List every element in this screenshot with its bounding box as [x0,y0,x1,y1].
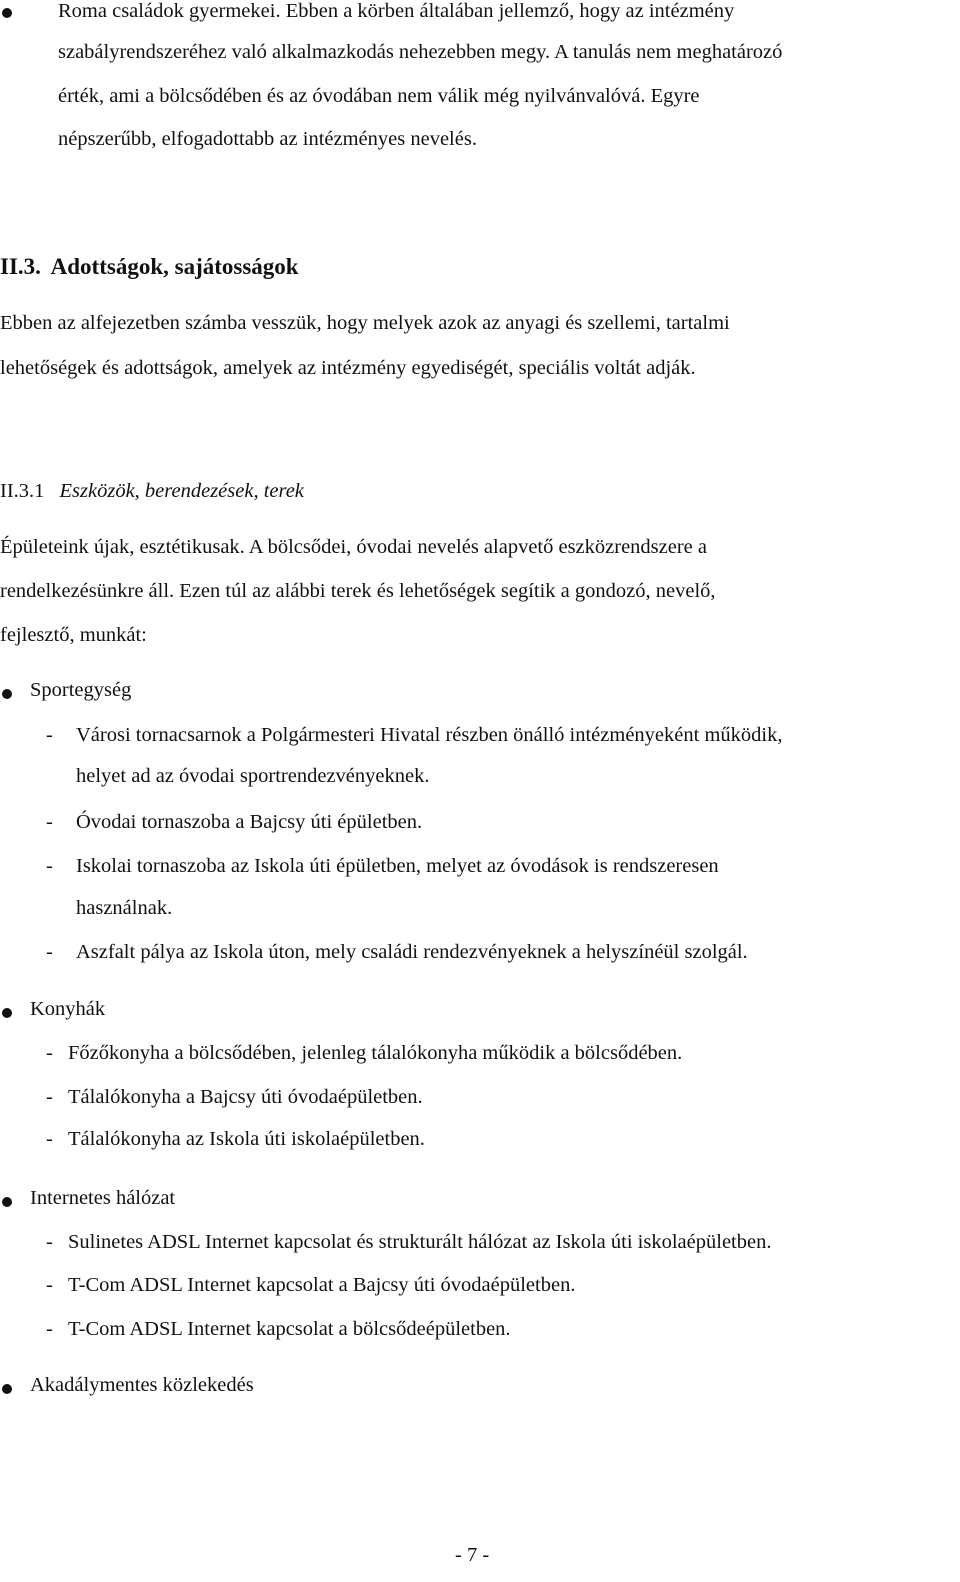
paragraph-text: Ezen túl az alábbi terek és lehetőségek segítik a gondozó, nevelő, [174,580,716,602]
dash-marker: - [46,1042,53,1064]
list-heading: Internetes hálózat [30,1187,176,1209]
dash-marker: - [46,1318,53,1340]
list-item: Óvodai tornaszoba a Bajcsy úti épületben. [76,811,423,833]
subsection-paragraph-line [0,536,707,559]
subsection-paragraph-line: fejlesztő, munkát: [0,624,147,646]
subsection-heading [0,480,304,503]
dash-marker: - [46,1274,53,1296]
section-number: II.3. [0,254,41,279]
section-heading [0,254,299,280]
list-item: Főzőkonyha a bölcsődében, jelenleg tálalókonyha működik a bölcsődében. [68,1042,683,1064]
list-item: Iskolai tornaszoba az Iskola úti épületben, melyet az óvodások is rendszeresen [76,855,719,877]
dash-marker: - [46,1231,53,1253]
list-item: helyet ad az óvodai sportrendezvényeknek. [76,765,430,787]
top-bullet-line: szabályrendszeréhez való alkalmazkodás nehezebben megy. A tanulás nem meghatározó [58,41,783,63]
section-intro-line: lehetőségek és adottságok, amelyek az intézmény egyediségét, speciális voltát adják. [0,357,696,379]
section-intro-line: Ebben az alfejezetben számba vesszük, hogy melyek azok az anyagi és szellemi, tartalmi [0,312,730,334]
dash-marker: - [46,1086,53,1108]
dash-marker: - [46,941,53,963]
dash-marker: - [46,1128,53,1150]
bullet-icon [2,1197,12,1207]
subsection-number: II.3.1 [0,480,45,502]
list-item: Városi tornacsarnok a Polgármesteri Hivatal részben önálló intézményeként működik, [76,724,783,746]
top-bullet-line: népszerűbb, elfogadottabb az intézményes nevelés. [58,128,477,150]
paragraph-bold-text: rendelkezésünkre áll. [0,580,175,602]
list-heading: Sportegység [30,679,132,701]
list-item: Tálalókonyha az Iskola úti iskolaépületben. [68,1128,425,1150]
list-item: Tálalókonyha a Bajcsy úti óvodaépületben. [68,1086,423,1108]
bullet-icon [2,8,12,18]
section-title: Adottságok, sajátosságok [50,254,299,279]
list-item: Sulinetes ADSL Internet kapcsolat és strukturált hálózat az Iskola úti iskolaépületben. [68,1231,772,1253]
page-number: - 7 - [455,1544,490,1566]
top-bullet-line: Roma családok gyermekei. Ebben a körben általában jellemző, hogy az intézmény [58,0,735,22]
list-item: T-Com ADSL Internet kapcsolat a bölcsődeépületben. [68,1318,511,1340]
subsection-paragraph-line [0,580,716,603]
bullet-icon [2,1008,12,1018]
dash-marker: - [46,855,53,877]
list-heading: Akadálymentes közlekedés [30,1374,254,1396]
dash-marker: - [46,724,53,746]
list-item: T-Com ADSL Internet kapcsolat a Bajcsy úti óvodaépületben. [68,1274,576,1296]
list-item: Aszfalt pálya az Iskola úton, mely családi rendezvényeknek a helyszínéül szolgál. [76,941,748,963]
paragraph-text: A bölcsődei, óvodai nevelés alapvető eszközrendszere a [244,536,708,558]
list-heading: Konyhák [30,998,106,1020]
paragraph-bold-text: Épületeink újak, esztétikusak. [0,536,245,558]
bullet-icon [2,1384,12,1394]
bullet-icon [2,689,12,699]
list-item: használnak. [76,897,173,919]
dash-marker: - [46,811,53,833]
top-bullet-line: érték, ami a bölcsődében és az óvodában nem válik még nyilvánvalóvá. Egyre [58,85,700,107]
subsection-title: Eszközök, berendezések, terek [59,480,304,502]
